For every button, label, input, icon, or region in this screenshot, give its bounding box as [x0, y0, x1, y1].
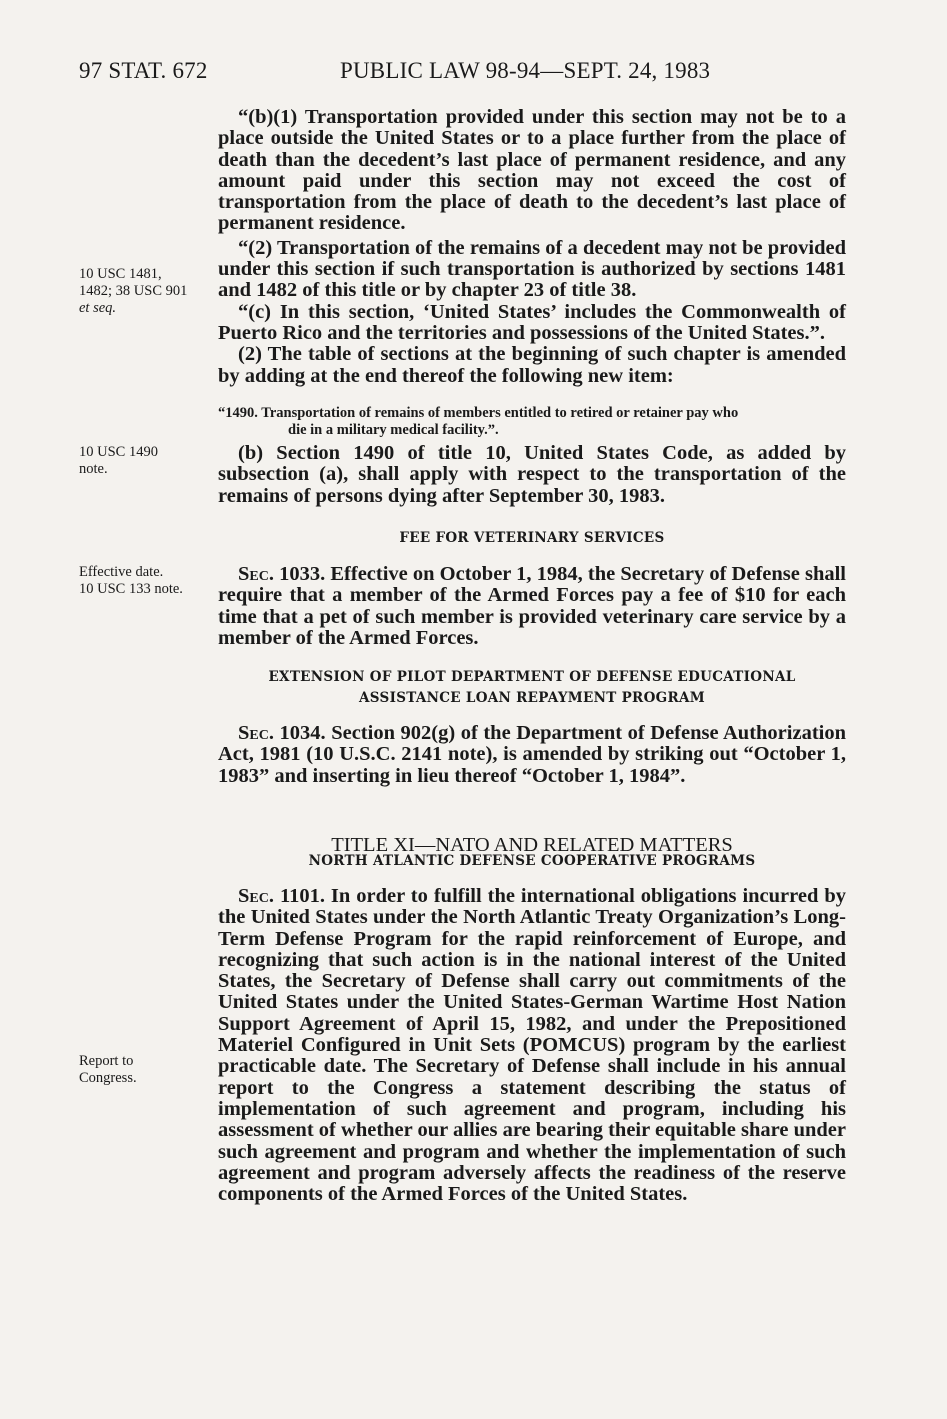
- margin-note-usc-1481: [79, 266, 219, 317]
- margin-note-usc-1490: [79, 444, 219, 478]
- paragraph-c: “(c) In this section, ‘United States’ includes the Commonwealth of Puerto Rico and the territories and possessions of the United States.”.: [218, 300, 846, 344]
- margin-note-line: 10 USC 1490: [79, 444, 158, 460]
- margin-note-line: Report to: [79, 1053, 134, 1069]
- margin-note-line: Congress.: [79, 1070, 137, 1086]
- table-of-sections-item: [218, 405, 846, 439]
- section-1033-body: . 1033. Effective on October 1, 1984, the Secretary of Defense shall require that a member of the Armed Forces pay a fee of $10 for each time that a pet of such member is provided veterinary care service by a member of the Armed Forces.: [218, 563, 846, 649]
- section-1034-text: [218, 723, 846, 787]
- heading-nato-programs: NORTH ATLANTIC DEFENSE COOPERATIVE PROGRAMS: [308, 853, 756, 869]
- title-xi-heading: TITLE XI—NATO AND RELATED MATTERS: [331, 834, 733, 856]
- section-text-block-1: [218, 107, 846, 387]
- margin-note-line: 10 USC 1481,: [79, 266, 162, 282]
- statute-page-number: 97 STAT. 672: [79, 58, 208, 83]
- section-label: Sec: [238, 563, 269, 585]
- section-1033-block: [218, 564, 846, 649]
- section-text-block-2: [218, 443, 846, 507]
- table-item-line-2: die in a military medical facility.”.: [288, 422, 499, 438]
- heading-veterinary-fee: FEE FOR VETERINARY SERVICES: [399, 530, 665, 546]
- section-label: Sec: [238, 885, 269, 907]
- heading-pilot-line-2: ASSISTANCE LOAN REPAYMENT PROGRAM: [359, 690, 705, 706]
- heading-pilot-program: [218, 667, 846, 709]
- paragraph-sub-b: (b) Section 1490 of title 10, United States Code, as added by subsection (a), shall apply with respect to the transportation of the remains of persons dying after September 30, 1983.: [218, 442, 846, 507]
- section-1034-body: . 1034. Section 902(g) of the Department of Defense Authorization Act, 1981 (10 U.S.C. 2141 note), is amended by striking out “October 1, 1983” and inserting in lieu thereof “October 1, 1984”.: [218, 722, 846, 787]
- section-1101-body: . 1101. In order to fulfill the international obligations incurred by the United States under the North Atlantic Treaty Organization’s Long-Term Defense Program for the rapid reinforcement of Europe, and recognizing that such action is in the national interest of the United States, the Secretary of Defense shall carry out commitments of the United States under the United States-German Wartime Host Nation Support Agreement of April 15, 1982, and under the Prepositioned Materiel Configured in Unit Sets (POMCUS) program by the earliest practicable date. The Secretary of Defense shall include in his annual report to the Congress a statement describing the status of implementation of such agreement and program, including his assessment of whether our allies are bearing their equitable share under such agreement and program and whether the implementation of such agreement and program adversely affects the readiness of the reserve components of the Armed Forces of the United States.: [218, 885, 846, 1206]
- margin-note-line: 10 USC 133 note.: [79, 581, 183, 597]
- margin-note-line: Effective date.: [79, 564, 164, 580]
- section-1034-block: [218, 723, 846, 787]
- public-law-header: PUBLIC LAW 98-94—SEPT. 24, 1983: [340, 58, 711, 83]
- margin-note-effective-date: [79, 564, 219, 598]
- section-1101-text: [218, 886, 846, 1205]
- paragraph-table-amend: (2) The table of sections at the beginning of such chapter is amended by adding at the end thereof the following new item:: [218, 343, 846, 387]
- section-1101-block: [218, 886, 846, 1205]
- section-label: Sec: [238, 722, 269, 744]
- margin-note-line: 1482; 38 USC 901: [79, 283, 188, 299]
- margin-note-report-to-congress: [79, 1053, 219, 1087]
- margin-note-line: et seq.: [79, 300, 117, 316]
- paragraph-2: “(2) Transportation of the remains of a decedent may not be provided under this section if such transportation is authorized by sections 1481 and 1482 of this title or by chapter 23 of title 38.: [218, 236, 846, 302]
- paragraph-b1: “(b)(1) Transportation provided under this section may not be to a place outside the United States or to a place further from the place of death than the decedent’s last place of permanent residence, and any amount paid under this section may not exceed the cost of transportation from the place of death to the decedent’s last place of permanent residence.: [218, 106, 846, 235]
- margin-note-line: note.: [79, 461, 108, 477]
- heading-pilot-line-1: EXTENSION OF PILOT DEPARTMENT OF DEFENSE EDUCATIONAL: [268, 669, 796, 685]
- table-item-line-1: “1490. Transportation of remains of members entitled to retired or retainer pay who: [218, 405, 739, 421]
- section-1033-text: [218, 564, 846, 649]
